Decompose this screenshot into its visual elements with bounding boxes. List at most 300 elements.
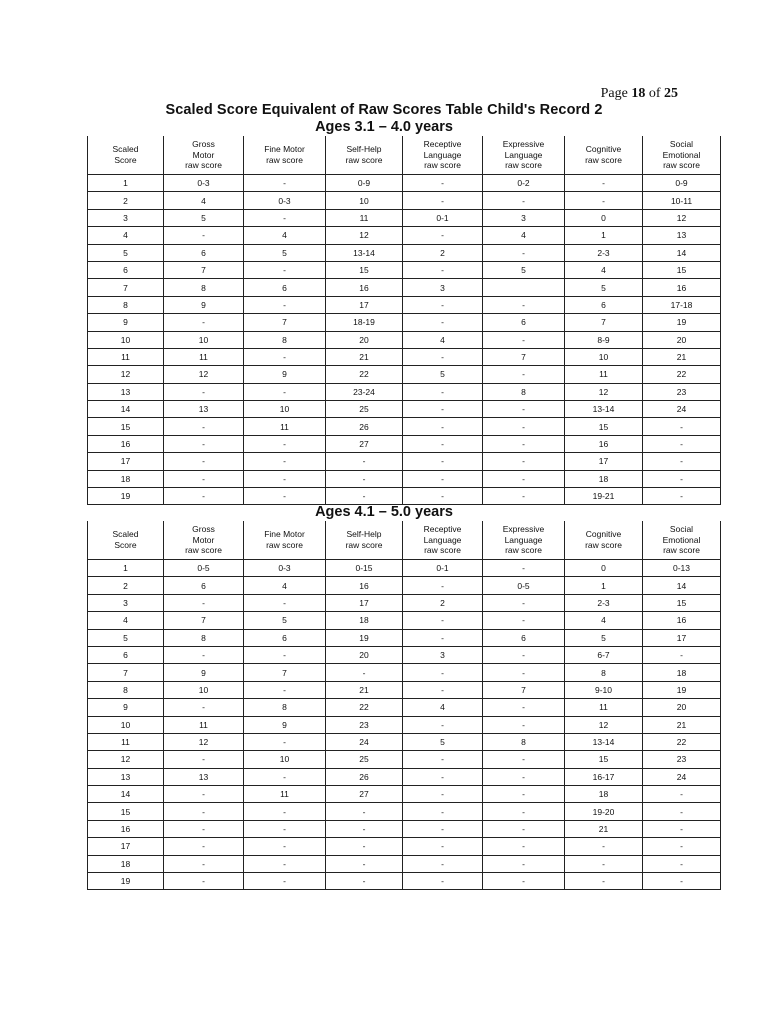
header-line: raw score (663, 160, 700, 171)
cell-social-emotional: - (643, 470, 721, 487)
cell-scaled-score: 4 (88, 227, 164, 244)
table-row (88, 192, 721, 209)
cell-self-help: 27 (326, 786, 403, 803)
cell-cognitive: 18 (565, 786, 643, 803)
cell-cognitive: 10 (565, 348, 643, 365)
page-number (601, 86, 678, 102)
cell-cognitive: 0 (565, 560, 643, 577)
cell-expressive-language: - (483, 664, 565, 681)
cell-gross-motor: - (164, 855, 244, 872)
cell-scaled-score: 15 (88, 418, 164, 435)
cell-expressive-language: - (483, 192, 565, 209)
table-row (88, 820, 721, 837)
header-line: raw score (345, 155, 383, 165)
cell-scaled-score: 9 (88, 314, 164, 331)
cell-gross-motor: - (164, 227, 244, 244)
header-social-emotional (643, 521, 721, 560)
cell-fine-motor: 10 (244, 401, 326, 418)
cell-social-emotional: - (643, 418, 721, 435)
cell-receptive-language: - (403, 383, 483, 400)
table-row (88, 716, 721, 733)
cell-gross-motor: - (164, 453, 244, 470)
header-line: Motor (192, 534, 215, 545)
header-line: raw score (424, 545, 461, 556)
table-row (88, 470, 721, 487)
cell-expressive-language: - (483, 435, 565, 452)
header-social-emotional (643, 136, 721, 175)
page-of: of (648, 86, 661, 101)
cell-receptive-language: 2 (403, 244, 483, 261)
cell-self-help: 27 (326, 435, 403, 452)
cell-receptive-language: - (403, 768, 483, 785)
cell-fine-motor: 9 (244, 716, 326, 733)
cell-scaled-score: 1 (88, 560, 164, 577)
cell-self-help: 23 (326, 716, 403, 733)
cell-expressive-language: - (483, 699, 565, 716)
table-row (88, 751, 721, 768)
cell-social-emotional: 22 (643, 366, 721, 383)
cell-fine-motor: 7 (244, 314, 326, 331)
cell-expressive-language: - (483, 646, 565, 663)
cell-expressive-language: - (483, 786, 565, 803)
cell-self-help: - (326, 838, 403, 855)
header-expressive-language (483, 136, 565, 175)
header-line: Fine Motor (264, 144, 305, 155)
cell-receptive-language: 0-1 (403, 560, 483, 577)
cell-social-emotional: - (643, 873, 721, 890)
cell-social-emotional: 15 (643, 261, 721, 278)
header-line: Gross (192, 524, 215, 535)
cell-expressive-language: - (483, 855, 565, 872)
cell-scaled-score: 19 (88, 488, 164, 505)
table-row (88, 803, 721, 820)
cell-scaled-score: 8 (88, 681, 164, 698)
cell-self-help: 15 (326, 261, 403, 278)
cell-receptive-language: 2 (403, 594, 483, 611)
cell-self-help: 17 (326, 594, 403, 611)
cell-fine-motor: 8 (244, 331, 326, 348)
cell-cognitive: 2-3 (565, 594, 643, 611)
cell-self-help: - (326, 873, 403, 890)
score-table-ages-3-4 (87, 136, 721, 505)
table-row (88, 699, 721, 716)
header-line: raw score (505, 545, 542, 556)
cell-receptive-language: 3 (403, 646, 483, 663)
header-line: Language (504, 149, 543, 160)
header-line: Expressive (502, 524, 545, 535)
cell-cognitive: 5 (565, 279, 643, 296)
cell-cognitive: 16 (565, 435, 643, 452)
cell-scaled-score: 16 (88, 435, 164, 452)
page-current: 18 (631, 86, 646, 101)
cell-cognitive: 13-14 (565, 733, 643, 750)
cell-gross-motor: - (164, 435, 244, 452)
cell-gross-motor: - (164, 820, 244, 837)
cell-gross-motor: - (164, 646, 244, 663)
cell-cognitive: 4 (565, 261, 643, 278)
cell-cognitive: - (565, 838, 643, 855)
cell-expressive-language: 6 (483, 629, 565, 646)
cell-expressive-language: - (483, 838, 565, 855)
table-row (88, 646, 721, 663)
cell-expressive-language: 7 (483, 348, 565, 365)
cell-scaled-score: 9 (88, 699, 164, 716)
cell-cognitive: 11 (565, 366, 643, 383)
cell-expressive-language: 0-2 (483, 175, 565, 192)
cell-scaled-score: 17 (88, 453, 164, 470)
cell-cognitive: - (565, 175, 643, 192)
table-row (88, 331, 721, 348)
cell-gross-motor: 10 (164, 681, 244, 698)
header-line: Self-Help (346, 529, 382, 540)
cell-scaled-score: 2 (88, 192, 164, 209)
cell-gross-motor: 11 (164, 348, 244, 365)
header-line: Score (114, 540, 137, 550)
cell-social-emotional: - (643, 786, 721, 803)
header-line: Social (669, 139, 694, 150)
header-line: Cognitive (585, 144, 622, 155)
table-row (88, 366, 721, 383)
header-line: Language (423, 534, 462, 545)
table-row (88, 560, 721, 577)
cell-self-help: 10 (326, 192, 403, 209)
cell-fine-motor: 11 (244, 418, 326, 435)
cell-expressive-language: - (483, 560, 565, 577)
table-row (88, 594, 721, 611)
cell-receptive-language: 3 (403, 279, 483, 296)
header-line: raw score (424, 160, 461, 171)
cell-expressive-language: - (483, 716, 565, 733)
cell-gross-motor: - (164, 314, 244, 331)
header-line: raw score (185, 160, 222, 171)
cell-expressive-language: 0-5 (483, 577, 565, 594)
cell-expressive-language: 8 (483, 383, 565, 400)
cell-receptive-language: - (403, 435, 483, 452)
cell-social-emotional: 22 (643, 733, 721, 750)
cell-gross-motor: 8 (164, 629, 244, 646)
table-header-row (88, 521, 721, 560)
cell-self-help: 12 (326, 227, 403, 244)
cell-cognitive: 12 (565, 716, 643, 733)
cell-gross-motor: - (164, 699, 244, 716)
cell-social-emotional: - (643, 488, 721, 505)
cell-cognitive: 8 (565, 664, 643, 681)
cell-gross-motor: 7 (164, 612, 244, 629)
cell-scaled-score: 12 (88, 751, 164, 768)
cell-self-help: 23-24 (326, 383, 403, 400)
cell-self-help: 20 (326, 646, 403, 663)
table-row (88, 786, 721, 803)
header-line: raw score (266, 540, 303, 550)
header-line: Self-Help (346, 144, 382, 155)
cell-gross-motor: 5 (164, 209, 244, 226)
cell-receptive-language: - (403, 716, 483, 733)
cell-scaled-score: 18 (88, 855, 164, 872)
cell-gross-motor: - (164, 383, 244, 400)
cell-receptive-language: - (403, 820, 483, 837)
cell-gross-motor: 9 (164, 296, 244, 313)
cell-gross-motor: 4 (164, 192, 244, 209)
cell-social-emotional: - (643, 803, 721, 820)
cell-fine-motor: - (244, 296, 326, 313)
cell-self-help: 16 (326, 577, 403, 594)
header-line: Score (114, 155, 137, 165)
cell-social-emotional: 14 (643, 244, 721, 261)
cell-fine-motor: 10 (244, 751, 326, 768)
cell-self-help: 22 (326, 366, 403, 383)
cell-gross-motor: - (164, 803, 244, 820)
cell-expressive-language: - (483, 488, 565, 505)
table-row (88, 383, 721, 400)
header-receptive-language (403, 136, 483, 175)
cell-cognitive: 11 (565, 699, 643, 716)
cell-social-emotional: 23 (643, 751, 721, 768)
cell-expressive-language: 8 (483, 733, 565, 750)
header-line: Emotional (662, 534, 701, 545)
score-table-ages-4-5 (87, 521, 721, 890)
header-line: raw score (185, 545, 222, 556)
cell-expressive-language (483, 279, 565, 296)
header-line: raw score (505, 160, 542, 171)
cell-receptive-language: - (403, 629, 483, 646)
header-scaled-score (88, 521, 164, 560)
cell-self-help: - (326, 488, 403, 505)
cell-receptive-language: - (403, 453, 483, 470)
cell-receptive-language: - (403, 664, 483, 681)
header-line: Gross (192, 139, 215, 150)
cell-scaled-score: 15 (88, 803, 164, 820)
cell-receptive-language: - (403, 838, 483, 855)
cell-fine-motor: - (244, 838, 326, 855)
document-title: Scaled Score Equivalent of Raw Scores Table Child's Record 2 (165, 102, 603, 118)
cell-gross-motor: 11 (164, 716, 244, 733)
header-line: Cognitive (585, 529, 622, 540)
cell-expressive-language: - (483, 820, 565, 837)
cell-self-help: 20 (326, 331, 403, 348)
cell-fine-motor: 9 (244, 366, 326, 383)
cell-self-help: 11 (326, 209, 403, 226)
header-line: raw score (585, 540, 622, 550)
cell-receptive-language: 5 (403, 366, 483, 383)
cell-gross-motor: 13 (164, 768, 244, 785)
cell-receptive-language: - (403, 175, 483, 192)
cell-fine-motor: - (244, 261, 326, 278)
table-row (88, 435, 721, 452)
cell-expressive-language: 6 (483, 314, 565, 331)
cell-self-help: 0-9 (326, 175, 403, 192)
cell-expressive-language: - (483, 768, 565, 785)
cell-gross-motor: 6 (164, 244, 244, 261)
header-line: raw score (345, 540, 383, 550)
cell-self-help: 21 (326, 681, 403, 698)
cell-fine-motor: 11 (244, 786, 326, 803)
header-line: Social (669, 524, 694, 535)
cell-gross-motor: - (164, 751, 244, 768)
cell-fine-motor: - (244, 209, 326, 226)
cell-fine-motor: - (244, 768, 326, 785)
cell-fine-motor: - (244, 681, 326, 698)
cell-self-help: - (326, 453, 403, 470)
cell-fine-motor: 5 (244, 612, 326, 629)
table-row (88, 296, 721, 313)
header-self-help (326, 521, 403, 560)
cell-expressive-language: - (483, 612, 565, 629)
cell-fine-motor: 4 (244, 227, 326, 244)
cell-cognitive: 19-21 (565, 488, 643, 505)
cell-fine-motor: - (244, 803, 326, 820)
cell-fine-motor: - (244, 435, 326, 452)
header-line: Language (504, 534, 543, 545)
cell-expressive-language: 7 (483, 681, 565, 698)
cell-expressive-language: - (483, 401, 565, 418)
cell-scaled-score: 7 (88, 279, 164, 296)
cell-gross-motor: 8 (164, 279, 244, 296)
cell-social-emotional: 0-13 (643, 560, 721, 577)
cell-gross-motor: 6 (164, 577, 244, 594)
table-row (88, 209, 721, 226)
cell-gross-motor: 10 (164, 331, 244, 348)
cell-gross-motor: - (164, 418, 244, 435)
cell-cognitive: 4 (565, 612, 643, 629)
cell-expressive-language: - (483, 418, 565, 435)
header-line: Language (423, 149, 462, 160)
header-line: Scaled (112, 144, 139, 155)
cell-social-emotional: 17-18 (643, 296, 721, 313)
cell-scaled-score: 4 (88, 612, 164, 629)
cell-social-emotional: - (643, 435, 721, 452)
cell-receptive-language: - (403, 418, 483, 435)
cell-expressive-language: - (483, 296, 565, 313)
cell-self-help: 26 (326, 768, 403, 785)
cell-social-emotional: 23 (643, 383, 721, 400)
page-label: Page (600, 86, 628, 101)
table-row (88, 577, 721, 594)
cell-self-help: 18-19 (326, 314, 403, 331)
header-line: raw score (585, 155, 622, 165)
cell-cognitive: 6-7 (565, 646, 643, 663)
cell-expressive-language: 3 (483, 209, 565, 226)
cell-fine-motor: 6 (244, 629, 326, 646)
table-row (88, 348, 721, 365)
cell-gross-motor: 12 (164, 733, 244, 750)
table-row (88, 664, 721, 681)
table-row (88, 838, 721, 855)
cell-scaled-score: 11 (88, 733, 164, 750)
cell-fine-motor: 7 (244, 664, 326, 681)
cell-social-emotional: 16 (643, 612, 721, 629)
table-row (88, 418, 721, 435)
cell-fine-motor: - (244, 175, 326, 192)
cell-self-help: 19 (326, 629, 403, 646)
header-line: Expressive (502, 139, 545, 150)
cell-social-emotional: - (643, 453, 721, 470)
table-row (88, 175, 721, 192)
cell-scaled-score: 18 (88, 470, 164, 487)
cell-gross-motor: 12 (164, 366, 244, 383)
cell-expressive-language: - (483, 873, 565, 890)
header-gross-motor (164, 521, 244, 560)
header-line: Receptive (423, 139, 462, 150)
cell-self-help: 0-15 (326, 560, 403, 577)
cell-self-help: - (326, 470, 403, 487)
cell-cognitive: 18 (565, 470, 643, 487)
cell-self-help: 16 (326, 279, 403, 296)
cell-cognitive: 9-10 (565, 681, 643, 698)
table-title-ages-4-5: Ages 4.1 – 5.0 years (315, 504, 453, 520)
cell-self-help: 22 (326, 699, 403, 716)
cell-social-emotional: - (643, 855, 721, 872)
cell-receptive-language: - (403, 348, 483, 365)
cell-scaled-score: 19 (88, 873, 164, 890)
cell-expressive-language: - (483, 244, 565, 261)
cell-cognitive: 15 (565, 751, 643, 768)
cell-receptive-language: - (403, 873, 483, 890)
cell-cognitive: 21 (565, 820, 643, 837)
cell-social-emotional: 18 (643, 664, 721, 681)
table-row (88, 768, 721, 785)
cell-scaled-score: 14 (88, 401, 164, 418)
cell-gross-motor: - (164, 594, 244, 611)
cell-fine-motor: - (244, 453, 326, 470)
cell-social-emotional: 24 (643, 401, 721, 418)
cell-receptive-language: - (403, 803, 483, 820)
cell-scaled-score: 6 (88, 261, 164, 278)
cell-scaled-score: 16 (88, 820, 164, 837)
cell-scaled-score: 8 (88, 296, 164, 313)
cell-cognitive: 19-20 (565, 803, 643, 820)
cell-receptive-language: - (403, 470, 483, 487)
cell-cognitive: 7 (565, 314, 643, 331)
cell-gross-motor: 9 (164, 664, 244, 681)
cell-expressive-language: - (483, 594, 565, 611)
cell-cognitive: 16-17 (565, 768, 643, 785)
header-line: Scaled (112, 529, 139, 540)
header-expressive-language (483, 521, 565, 560)
cell-social-emotional: 15 (643, 594, 721, 611)
cell-fine-motor: 5 (244, 244, 326, 261)
table-row (88, 681, 721, 698)
cell-gross-motor: 0-3 (164, 175, 244, 192)
cell-gross-motor: - (164, 873, 244, 890)
cell-social-emotional: 20 (643, 331, 721, 348)
cell-receptive-language: - (403, 296, 483, 313)
cell-scaled-score: 12 (88, 366, 164, 383)
table-row (88, 733, 721, 750)
cell-gross-motor: - (164, 488, 244, 505)
cell-self-help: 13-14 (326, 244, 403, 261)
cell-expressive-language: - (483, 331, 565, 348)
cell-scaled-score: 11 (88, 348, 164, 365)
header-line: Fine Motor (264, 529, 305, 540)
cell-cognitive: - (565, 192, 643, 209)
table-title-ages-3-4: Ages 3.1 – 4.0 years (315, 119, 453, 135)
cell-fine-motor: 8 (244, 699, 326, 716)
cell-receptive-language: - (403, 855, 483, 872)
cell-scaled-score: 3 (88, 209, 164, 226)
cell-expressive-language: - (483, 803, 565, 820)
cell-self-help: 21 (326, 348, 403, 365)
header-self-help (326, 136, 403, 175)
cell-receptive-language: 0-1 (403, 209, 483, 226)
cell-scaled-score: 10 (88, 331, 164, 348)
cell-social-emotional: 14 (643, 577, 721, 594)
cell-cognitive: 0 (565, 209, 643, 226)
cell-scaled-score: 10 (88, 716, 164, 733)
header-gross-motor (164, 136, 244, 175)
cell-cognitive: 8-9 (565, 331, 643, 348)
header-cognitive (565, 136, 643, 175)
cell-self-help: 25 (326, 751, 403, 768)
